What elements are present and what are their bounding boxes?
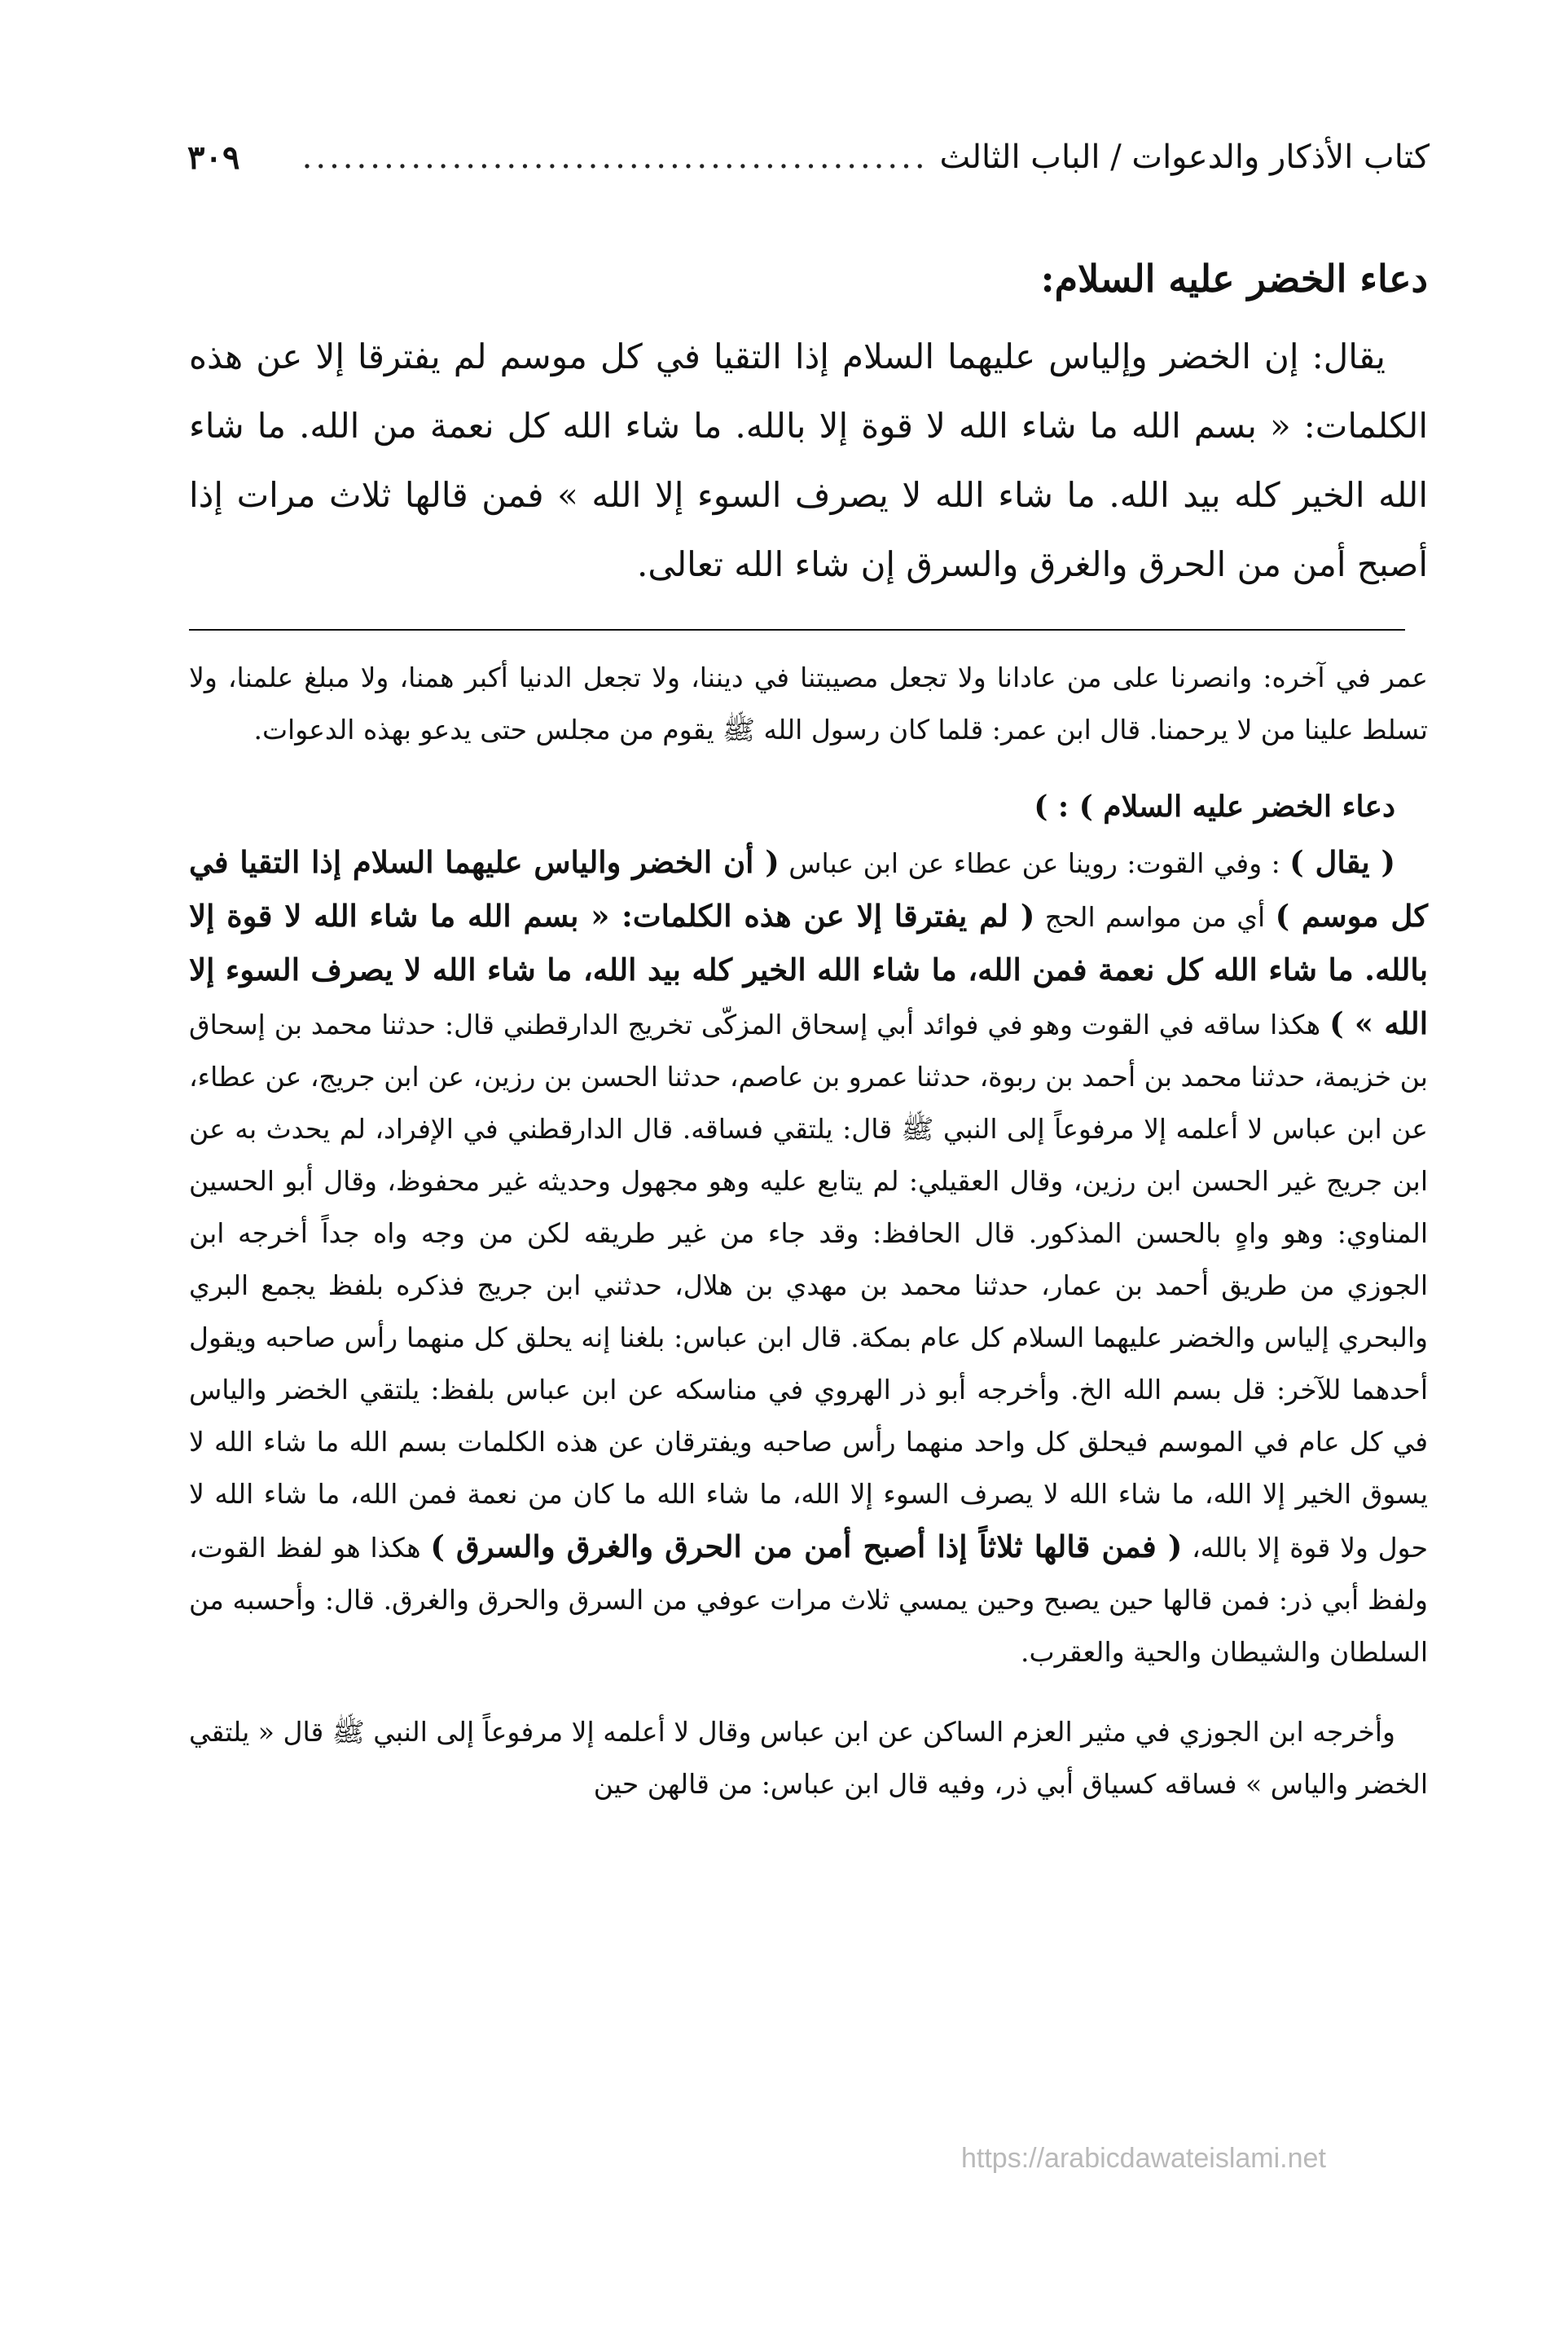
matn-quote-bold: ( يقال ) xyxy=(1289,844,1395,880)
commentary-text: : وفي القوت: روينا عن عطاء عن ابن عباس xyxy=(779,847,1290,879)
matn-quote-bold: ( أن الخضر والياس عليهما السلام إذا التقيا في كل موسم ) xyxy=(189,844,1428,934)
matn-quote-bold: ( لم يفترقا إلا عن هذه الكلمات: « بسم الله ما شاء الله لا قوة إلا بالله. ما شاء الله كل نعمة فمن الله، ما شاء الله الخير كله بيد الله، ما شاء الله لا يصرف السوء إلا الله » ) xyxy=(189,898,1428,1041)
section-heading: دعاء الخضر عليه السلام: xyxy=(1040,257,1428,301)
running-head xyxy=(187,129,1430,186)
commentary-block xyxy=(189,652,1428,1810)
running-head-title: كتاب الأذكار والدعوات / الباب الثالث xyxy=(939,139,1430,176)
commentary-text: هكذا ساقه في القوت وهو في فوائد أبي إسحاق المزكّى تخريج الدارقطني قال: حدثنا محمد بن إسحاق بن خزيمة، حدثنا محمد بن أحمد بن ربوة، حدثنا عمرو بن عاصم، حدثنا الحسن بن رزين، عن ابن جريج، عن عطاء، عن ابن عباس لا أعلمه إلا مرفوعاً إلى النبي ﷺ قال: يلتقي فساقه. قال الدارقطني في الإفراد، لم يحدث به عن ابن جريج غير الحسن ابن رزين، وقال العقيلي: لم يتابع عليه وهو مجهول وحديثه غير محفوظ، وقال أبو الحسين المناوي: وهو واهٍ بالحسن المذكور. قال الحافظ: وقد جاء من غير طريقه لكن من وجه واه جداً أخرجه ابن الجوزي من طريق أحمد بن عمار، حدثنا محمد بن مهدي بن هلال، حدثني ابن جريج فذكره بلفظ يجمع البري والبحري إلياس والخضر عليهما السلام كل عام بمكة. قال ابن عباس: بلغنا إنه يحلق كل منهما رأس صاحبه ويقول أحدهما للآخر: قل بسم الله الخ. وأخرجه أبو ذر الهروي في مناسكه عن ابن عباس بلفظ: يلتقي الخضر والياس في كل عام في الموسم فيحلق كل واحد منهما رأس صاحبه ويفترقان عن هذه الكلمات بسم الله ما شاء الله لا يسوق الخير إلا الله، ما شاء الله لا يصرف السوء إلا الله، ما شاء الله ما كان من نعمة فمن الله، ما شاء الله لا حول ولا قوة إلا بالله، xyxy=(189,1009,1429,1564)
page-number: ٣٠٩ xyxy=(187,138,240,177)
commentary-paragraph xyxy=(189,836,1428,1678)
commentary-heading: دعاء الخضر عليه السلام ) : ) xyxy=(1034,790,1395,824)
running-head-leader-dots: .............................................. xyxy=(301,139,929,176)
footnote-divider xyxy=(189,629,1405,631)
website-watermark: https://arabicdawateislami.net xyxy=(961,2143,1326,2174)
main-text-block xyxy=(189,244,1428,599)
matn-quote-bold: ( فمن قالها ثلاثاً إذا أصبح أمن من الحرق والغرق والسرق ) xyxy=(430,1529,1183,1564)
commentary-text: هكذا هو لفظ القوت، ولفظ أبي ذر: فمن قالها حين يصبح وحين يمسي ثلاث مرات عوفي من السرق والحرق والغرق. قال: وأحسبه من السلطان والشيطان والحية والعقرب. xyxy=(189,1532,1428,1668)
commentary-paragraph-2: وأخرجه ابن الجوزي في مثير العزم الساكن عن ابن عباس وقال لا أعلمه إلا مرفوعاً إلى النبي ﷺ قال « يلتقي الخضر والياس » فساقه كسياق أبي ذر، وفيه قال ابن عباس: من قالهن حين xyxy=(189,1716,1428,1800)
main-paragraph: يقال: إن الخضر وإلياس عليهما السلام إذا التقيا في كل موسم لم يفترقا إلا عن هذه الكلمات: « بسم الله ما شاء الله لا قوة إلا بالله. ما شاء الله كل نعمة من الله. ما شاء الله الخير كله بيد الله. ما شاء الله لا يصرف السوء إلا الله » فمن قالها ثلاث مرات إذا أصبح أمن من الحرق والغرق والسرق إن شاء الله تعالى. xyxy=(189,337,1428,584)
commentary-text: أي من مواسم الحج xyxy=(1034,901,1276,933)
commentary-continued-text: عمر في آخره: وانصرنا على من عادانا ولا تجعل مصيبتنا في ديننا، ولا تجعل الدنيا أكبر همنا، ولا مبلغ علمنا، ولا تسلط علينا من لا يرحمنا. قال ابن عمر: قلما كان رسول الله ﷺ يقوم من مجلس حتى يدعو بهذه الدعوات. xyxy=(189,662,1428,746)
